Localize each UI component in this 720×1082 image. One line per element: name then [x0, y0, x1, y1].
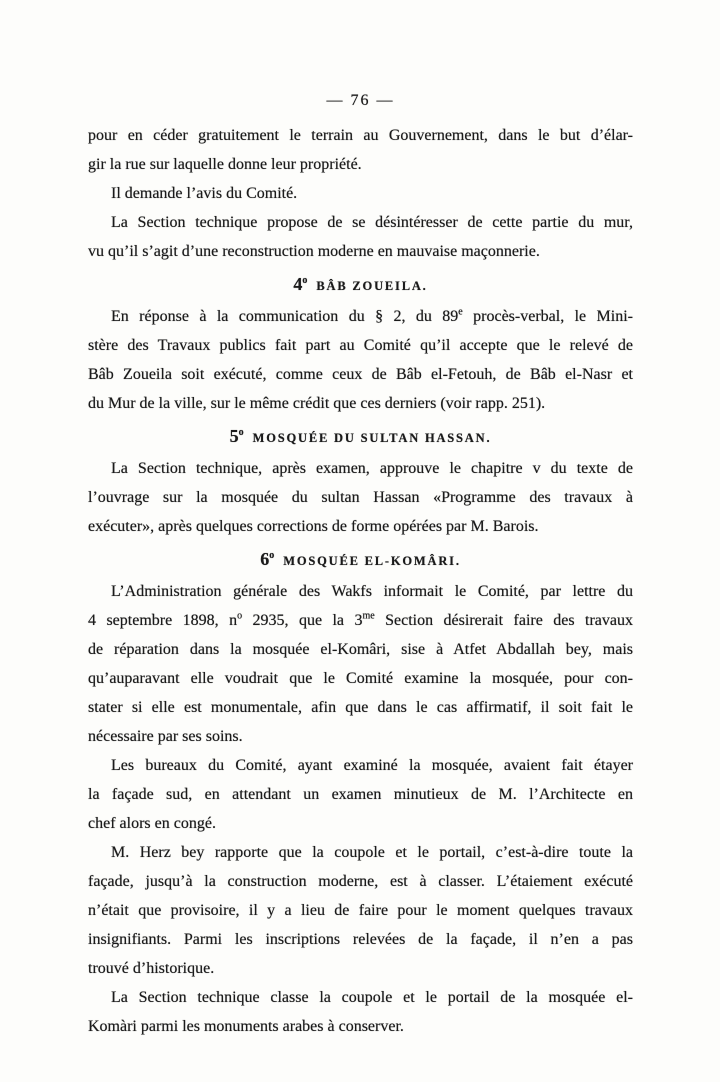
text-line: L’Administration générale des Wakfs informait le Comité, par lettre du: [111, 583, 633, 600]
text-line: nécessaire par ses soins.: [88, 728, 243, 745]
text-line: chef alors en congé.: [88, 815, 216, 832]
text-line: La Section technique classe la coupole et le portail de la mosquée el-: [111, 989, 633, 1006]
text-line: 4 septembre 1898, $n^o$ 2935, que la $3^{me}$ Section désirerait faire des travaux: [88, 610, 633, 629]
text-line: Les bureaux du Comité, ayant examiné la mosquée, avaient fait étayer: [111, 757, 633, 774]
paragraph: [88, 983, 633, 1041]
text-line: n’était que provisoire, il y a lieu de faire pour le moment quelques travaux: [88, 902, 633, 919]
paragraph: [88, 208, 633, 266]
text-line: Bâb Zoueila soit exécuté, comme ceux de Bâb el-Fetouh, de Bâb el-Nasr et: [88, 366, 633, 383]
text-line: la façade sud, en attendant un examen minutieux de M. l’Architecte en: [88, 786, 633, 803]
text-line: gir la rue sur laquelle donne leur propriété.: [88, 156, 362, 173]
paragraph: [88, 751, 633, 838]
text-line: trouvé d’historique.: [88, 960, 215, 977]
section-number: 6$^o$: [260, 549, 275, 569]
paragraph: [88, 121, 633, 179]
document-body: [88, 121, 633, 1041]
text-line: stater si elle est monumentale, afin que dans le cas affirmatif, il soit fait le: [88, 699, 633, 716]
section-heading: [88, 545, 633, 575]
text-line: vu qu’il s’agit d’une reconstruction moderne en mauvaise maçonnerie.: [88, 243, 540, 260]
text-block: [88, 86, 633, 1041]
text-line: l’ouvrage sur la mosquée du sultan Hassan «Programme des travaux à: [88, 489, 633, 506]
paragraph: [88, 838, 633, 983]
text-line: M. Herz bey rapporte que la coupole et le portail, c’est-à-dire toute la: [111, 844, 633, 861]
text-line: La Section technique propose de se désintéresser de cette partie du mur,: [111, 214, 633, 231]
section-number: 5$^o$: [229, 426, 244, 446]
section-title: MOSQUÉE EL-KOMÂRI.: [283, 554, 461, 568]
text-line: stère des Travaux publics fait part au Comité qu’il accepte que le relevé de: [88, 337, 633, 354]
section-number: 4$^o$: [293, 274, 308, 294]
paragraph: [88, 179, 633, 208]
paragraph: [88, 302, 633, 418]
text-line: exécuter», après quelques corrections de forme opérées par M. Barois.: [88, 518, 539, 535]
section-title: BÂB ZOUEILA.: [316, 279, 428, 293]
paragraph: [88, 454, 633, 541]
text-line: En réponse à la communication du § 2, du 89e procès-verbal, le Mini-: [111, 306, 633, 325]
text-line: Komàri parmi les monuments arabes à conserver.: [88, 1018, 404, 1035]
section-title: MOSQUÉE DU SULTAN HASSAN.: [252, 431, 492, 445]
text-line: qu’auparavant elle voudrait que le Comité examine la mosquée, pour con-: [88, 670, 633, 687]
page-number: — 76 —: [326, 92, 395, 109]
section-heading: [88, 270, 633, 300]
text-line: La Section technique, après examen, approuve le chapitre v du texte de: [111, 460, 633, 477]
text-line: du Mur de la ville, sur le même crédit que ces derniers (voir rapp. 251).: [88, 395, 546, 412]
text-line: Il demande l’avis du Comité.: [111, 185, 298, 202]
paragraph: [88, 577, 633, 751]
text-line: de réparation dans la mosquée el-Komâri, sise à Atfet Abdallah bey, mais: [88, 641, 633, 658]
text-line: insignifiants. Parmi les inscriptions relevées de la façade, il n’en a pas: [88, 931, 633, 948]
text-line: façade, jusqu’à la construction moderne, est à classer. L’étaiement exécuté: [88, 873, 633, 890]
section-heading: [88, 422, 633, 452]
text-line: pour en céder gratuitement le terrain au Gouvernement, dans le but d’élar-: [88, 127, 633, 144]
